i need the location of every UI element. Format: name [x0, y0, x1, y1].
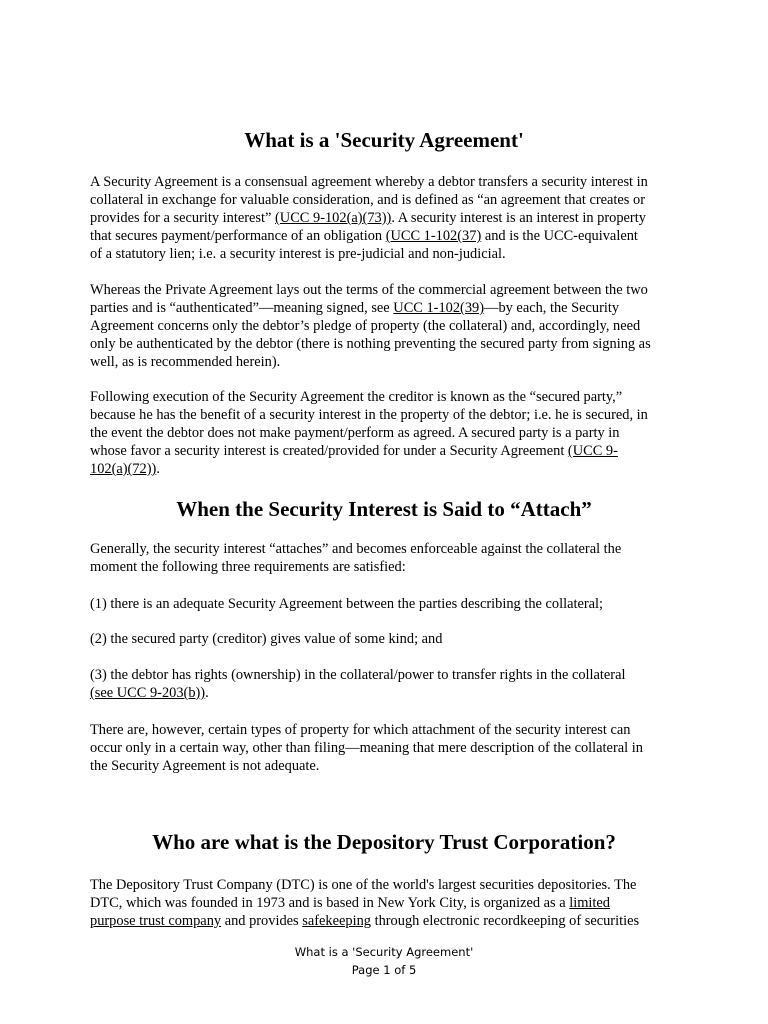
page-footer — [0, 943, 768, 979]
link-ucc-1-102-39[interactable]: UCC 1-102(39) — [393, 300, 485, 316]
heading-security-agreement: What is a 'Security Agreement' — [244, 128, 524, 152]
paragraph-private-agreement: Whereas the Private Agreement lays out the terms of the commercial agreement between the two parties and is “authenticated”—meaning signed, see UCC 1-102(39)—by each, the Security Agreement concerns only the debtor’s pledge of property (the collateral) and, accordingly, need only be authenticated by the debtor (there is nothing preventing the secured party from signing as well, as is recommended herein). — [90, 282, 651, 370]
link-safekeeping[interactable]: safekeeping — [302, 913, 371, 929]
link-limited-purpose-trust-company-cont[interactable]: purpose trust company — [90, 913, 222, 929]
paragraph-attaches: Generally, the security interest “attaches” and becomes enforceable against the collateral the moment the following three requirements are satisfied: — [90, 541, 622, 575]
paragraph-attachment-types: There are, however, certain types of property for which attachment of the security interest can occur only in a certain way, other than filing—meaning that mere description of the collateral in the Security Agreement is not adequate. — [90, 722, 643, 774]
paragraph-definition: A Security Agreement is a consensual agreement whereby a debtor transfers a security interest in collateral in exchange for valuable consideration, and is defined as “an agreement that creates or provides for a security interest” (UCC 9-102(a)(73)). A security interest is an interest in property that secures payment/performance of an obligation (UCC 1-102(37) and is the UCC-equivalent of a statutory lien; i.e. a security interest is pre-judicial and non-judicial. — [90, 174, 648, 262]
paragraph-dtc: The Depository Trust Company (DTC) is one of the world's largest securities depositories. The DTC, which was founded in 1973 and is based in New York City, is organized as a limited purpose trust company and provides safekeeping through electronic recordkeeping of securities — [90, 877, 640, 929]
requirement-2: (2) the secured party (creditor) gives value of some kind; and — [90, 631, 443, 647]
link-ucc-9-102-a-72-cont[interactable]: 102(a)(72)) — [90, 461, 157, 477]
link-ucc-1-102-37[interactable]: (UCC 1-102(37) — [385, 228, 482, 244]
link-ucc-9-102-a-72[interactable]: (UCC 9- — [567, 443, 618, 459]
footer-page-number: Page 1 of 5 — [351, 963, 417, 977]
link-limited-purpose-trust-company[interactable]: limited — [569, 895, 611, 911]
heading-attach: When the Security Interest is Said to “Attach” — [176, 497, 592, 521]
paragraph-secured-party: Following execution of the Security Agreement the creditor is known as the “secured party,” because he has the benefit of a security interest in the property of the debtor; i.e. he is secured, in the event the debtor does not make payment/perform as agreed. A secured party is a party in whose favor a security interest is created/provided for under a Security Agreement (UCC 9- 102(a)(72)). — [90, 389, 648, 477]
heading-dtc: Who are what is the Depository Trust Corporation? — [152, 830, 616, 854]
requirement-1: (1) there is an adequate Security Agreement between the parties describing the collateral; — [90, 596, 604, 612]
link-ucc-9-203-b[interactable]: (see UCC 9-203(b)) — [90, 685, 206, 701]
requirement-3: (3) the debtor has rights (ownership) in the collateral/power to transfer rights in the collateral (see UCC 9-203(b)). — [90, 667, 626, 701]
footer-title: What is a 'Security Agreement' — [294, 945, 474, 959]
link-ucc-9-102-a-73[interactable]: (UCC 9-102(a)(73)) — [275, 210, 392, 226]
